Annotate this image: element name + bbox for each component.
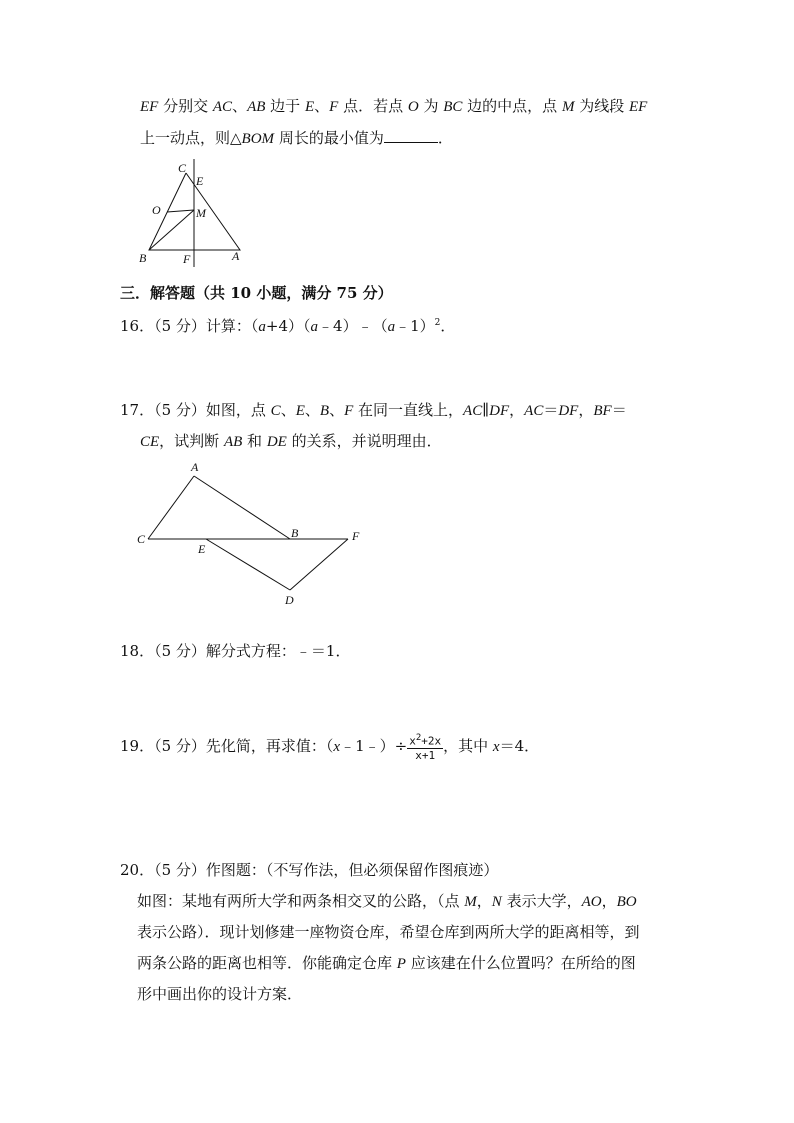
question-17-line1 <box>120 400 627 421</box>
section-title: 三．解答题（共 10 小题，满分 75 分） <box>120 284 393 302</box>
q16-exponent: 2 <box>434 318 441 328</box>
q15-text: 周长的最小值为 <box>274 129 384 147</box>
q15-figure <box>130 155 260 275</box>
q17-text: 、 <box>329 401 345 419</box>
question-20-line1: 20．（5 分）作图题：（不写作法，但必须保留作图痕迹） <box>120 861 499 879</box>
fraction-denominator: x+1 <box>415 749 436 763</box>
q17-var: AC <box>524 403 544 419</box>
q15-text: O <box>407 99 419 115</box>
label-E: E <box>196 174 204 188</box>
q17-var: B <box>319 403 330 419</box>
segment-CA <box>148 476 194 539</box>
q17-text: 和 <box>242 432 267 450</box>
q17-var: DF <box>489 403 510 419</box>
question-18: 18．（5 分）解分式方程：﹣＝1． <box>120 642 351 660</box>
q15-line1 <box>140 96 647 117</box>
segment-AB <box>194 476 290 539</box>
question-16 <box>120 313 455 337</box>
q17-text: 17．（5 分）如图，点 <box>120 401 271 419</box>
q19-text: ﹣1﹣）÷ <box>340 737 408 755</box>
q17-var: C <box>270 403 281 419</box>
question-20-line4 <box>137 953 636 974</box>
question-17-line2 <box>140 431 442 452</box>
q15-text: AC <box>212 99 233 115</box>
q15-text: 为线段 <box>574 97 629 115</box>
q20-var: M <box>464 894 477 910</box>
q17-text: 的关系，并说明理由． <box>286 432 442 450</box>
question-20-line5: 形中画出你的设计方案． <box>137 985 303 1003</box>
label-B: B <box>139 251 147 265</box>
q20-var: BO <box>616 894 637 910</box>
q17-var: DE <box>266 434 287 450</box>
q20-var: N <box>491 894 502 910</box>
q15-text: EF <box>140 99 159 115</box>
q17-text: 、 <box>280 401 296 419</box>
segment-OM <box>167 210 194 212</box>
q17-text: ， <box>578 401 594 419</box>
q16-text: +4）（ <box>265 317 311 335</box>
q20-text: ， <box>601 892 617 910</box>
q15-text: 、 <box>314 97 330 115</box>
q19-text: 19．（5 分）先化简，再求值：（ <box>120 737 334 755</box>
q17-var: E <box>295 403 305 419</box>
q19-var: x <box>333 739 341 755</box>
q16-text: 16．（5 分）计算：（ <box>120 317 259 335</box>
q17-var: AB <box>223 434 243 450</box>
label-E: E <box>198 542 206 556</box>
q17-text: ，试判断 <box>159 432 224 450</box>
q15-text: 分别交 <box>158 97 213 115</box>
q15-text: 为 <box>418 97 444 115</box>
q20-var: P <box>396 956 406 972</box>
label-D: D <box>285 593 294 607</box>
q17-var: DF <box>558 403 579 419</box>
fraction-numerator: $x^2+2x$ <box>409 732 442 748</box>
q17-text: ＝ <box>543 401 559 419</box>
q15-text: 边于 <box>265 97 305 115</box>
q15-text: F <box>329 99 339 115</box>
label-F: F <box>352 529 360 543</box>
q20-text: 表示大学， <box>501 892 582 910</box>
question-19 <box>120 728 539 764</box>
q16-var: a <box>310 319 319 335</box>
q15-text: AB <box>247 99 266 115</box>
q16-var: a <box>258 319 266 335</box>
q15-text: BOM <box>241 131 275 147</box>
q15-text: 点．若点 <box>338 97 408 115</box>
q16-text: ． <box>440 317 456 335</box>
label-F: F <box>183 252 191 266</box>
q15-text: 边的中点，点 <box>462 97 562 115</box>
q19-var: x <box>492 739 500 755</box>
q17-var: F <box>344 403 354 419</box>
q17-var: BF <box>593 403 612 419</box>
label-A: A <box>232 249 240 263</box>
q15-line2 <box>140 128 453 149</box>
label-B: B <box>291 526 299 540</box>
q15-text: EF <box>629 99 648 115</box>
q17-var: AC <box>463 403 483 419</box>
q15-text: E <box>304 99 315 115</box>
q19-text: ，其中 <box>443 737 493 755</box>
q17-text: 、 <box>304 401 320 419</box>
q17-var: CE <box>140 434 160 450</box>
label-M: M <box>196 206 206 220</box>
q15-text: ． <box>437 129 453 147</box>
q20-text: 应该建在什么位置吗？在所给的图 <box>405 954 636 972</box>
question-20-line3: 表示公路）．现计划修建一座物资仓库，希望仓库到两所大学的距离相等，到 <box>137 923 640 941</box>
q16-var: a <box>387 319 396 335</box>
q15-text: M <box>561 99 575 115</box>
label-O: O <box>152 203 161 217</box>
q17-figure <box>130 458 370 608</box>
q16-text: ﹣4）﹣（ <box>318 317 388 335</box>
q20-text: 两条公路的距离也相等．你能确定仓库 <box>137 954 397 972</box>
q17-text: 在同一直线上， <box>353 401 464 419</box>
q20-text: ， <box>476 892 492 910</box>
q16-text: ﹣1） <box>395 317 435 335</box>
q20-text: 如图：某地有两所大学和两条相交叉的公路，（点 <box>137 892 465 910</box>
segment-DF <box>290 539 348 590</box>
q19-text: ＝4． <box>499 737 540 755</box>
q19-fraction <box>407 731 443 764</box>
q17-text: ＝ <box>611 401 627 419</box>
q15-text: 、 <box>232 97 248 115</box>
q17-text: ， <box>509 401 525 419</box>
label-C: C <box>137 532 146 546</box>
segment-ED <box>206 539 290 590</box>
q20-var: AO <box>581 894 602 910</box>
label-A: A <box>191 460 199 474</box>
q17-text: ∥ <box>482 401 490 419</box>
question-20-line2 <box>137 891 637 912</box>
label-C: C <box>178 161 187 175</box>
answer-blank[interactable] <box>384 128 438 143</box>
q15-text: BC <box>443 99 463 115</box>
q15-text: 上一动点，则△ <box>140 129 242 147</box>
